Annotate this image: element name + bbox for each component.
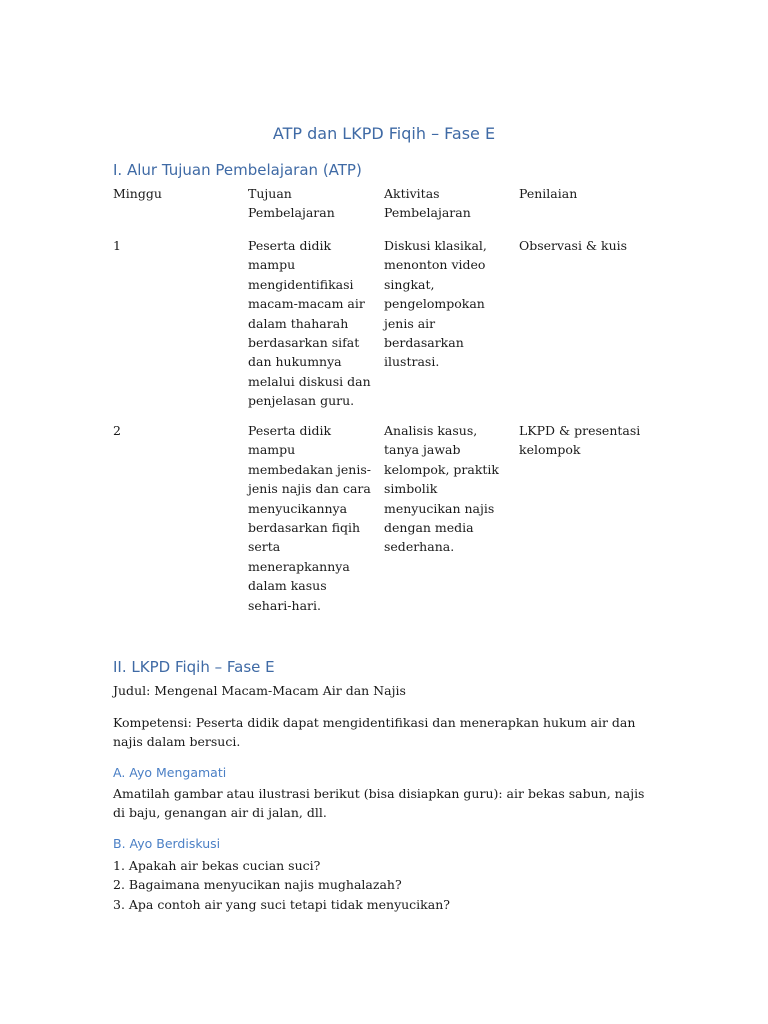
lkpd-kompetensi: Kompetensi: Peserta didik dapat mengidentifikasi dan menerapkan hukum air dan najis dalam bersuci. (113, 715, 636, 750)
header-minggu: Minggu (113, 186, 162, 201)
list-item: 3. Apa contoh air yang suci tetapi tidak menyucikan? (113, 896, 450, 912)
part-a-heading: A. Ayo Mengamati (113, 765, 227, 780)
cell-minggu: 1 (113, 238, 121, 253)
header-aktivitas: Aktivitas Pembelajaran (384, 186, 471, 221)
cell-tujuan: Peserta didik mampu mengidentifikasi macam-macam air dalam thaharah berdasarkan sifat dan hukumnya melalui diskusi dan penjelasan guru. (248, 238, 371, 409)
cell-penilaian: Observasi & kuis (519, 238, 628, 253)
section-atp-heading: I. Alur Tujuan Pembelajaran (ATP) (113, 161, 362, 179)
discussion-questions (113, 856, 450, 914)
list-item: 2. Bagaimana menyucikan najis mughalazah? (113, 877, 402, 893)
lkpd-judul: Judul: Mengenal Macam-Macam Air dan Najis (113, 683, 406, 698)
cell-minggu: 2 (113, 423, 121, 438)
list-item: 1. Apakah air bekas cucian suci? (113, 858, 321, 873)
table-header-row (113, 184, 658, 236)
table-row (113, 236, 658, 421)
cell-penilaian: LKPD & presentasi kelompok (519, 423, 641, 458)
header-tujuan: Tujuan Pembelajaran (248, 186, 335, 221)
header-penilaian: Penilaian (519, 186, 578, 201)
cell-aktivitas: Analisis kasus, tanya jawab kelompok, praktik simbolik menyucikan najis dengan media sederhana. (384, 423, 499, 555)
cell-aktivitas: Diskusi klasikal, menonton video singkat, pengelompokan jenis air berdasarkan ilustrasi. (384, 238, 487, 370)
atp-table (113, 184, 658, 621)
part-a-text: Amatilah gambar atau ilustrasi berikut (bisa disiapkan guru): air bekas sabun, najis di baju, genangan air di jalan, dll. (113, 786, 645, 821)
section-lkpd-heading: II. LKPD Fiqih – Fase E (113, 658, 275, 676)
table-row (113, 421, 658, 621)
cell-tujuan: Peserta didik mampu membedakan jenis-jenis najis dan cara menyucikannya berdasarkan fiqih serta menerapkannya dalam kasus sehari-hari. (248, 423, 371, 613)
document-title: ATP dan LKPD Fiqih – Fase E (272, 124, 496, 143)
part-b-heading: B. Ayo Berdiskusi (113, 836, 221, 851)
